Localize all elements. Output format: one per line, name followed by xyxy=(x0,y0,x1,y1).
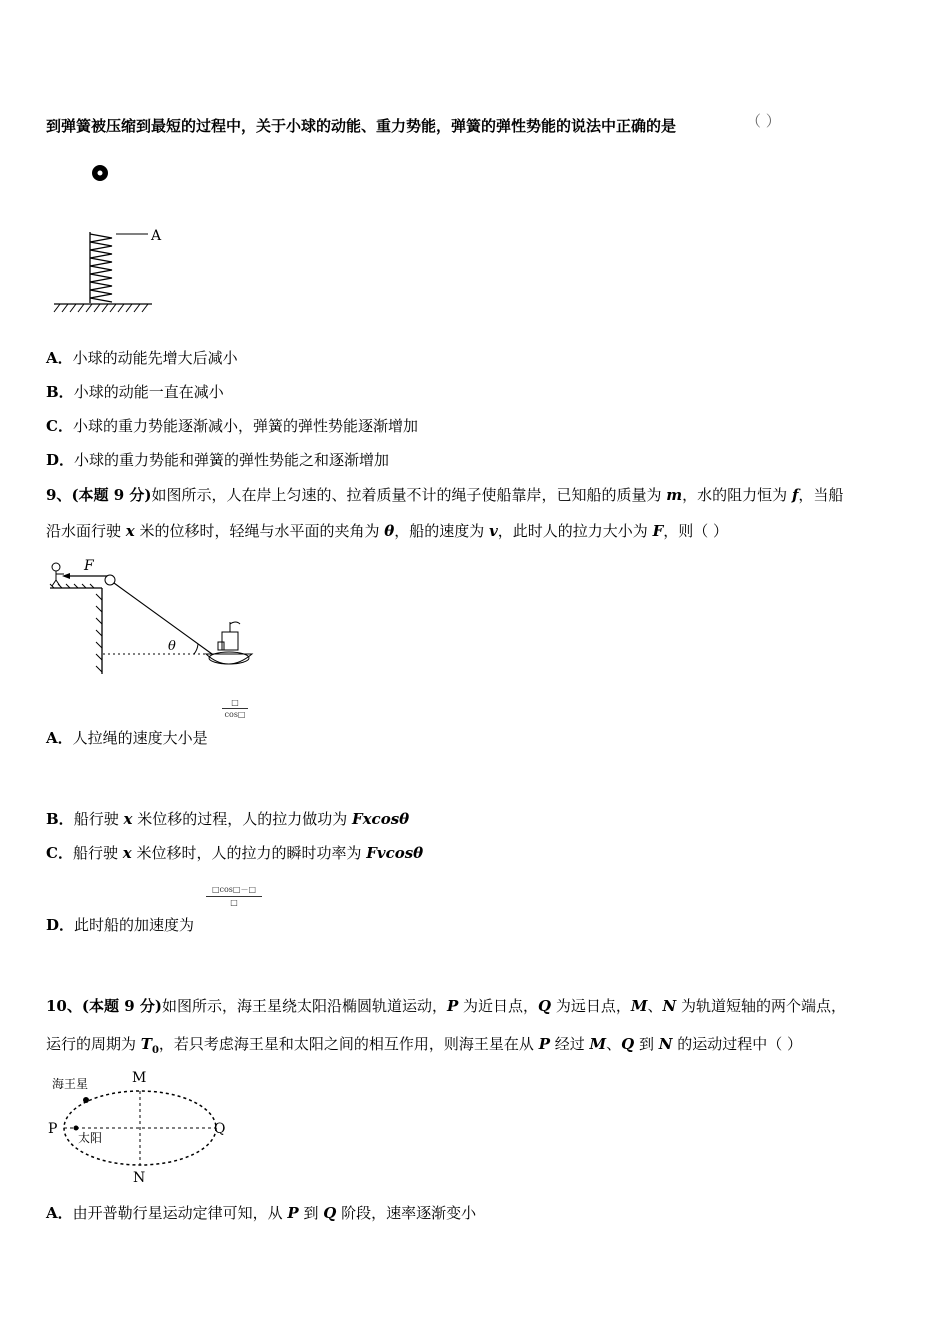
q8-option-b-letter: B． xyxy=(46,383,74,401)
label-N: N xyxy=(133,1170,146,1186)
q10-number: 10、 xyxy=(46,997,82,1015)
var-M: M xyxy=(589,1035,607,1053)
q9-option-d-fraction xyxy=(206,884,262,907)
var-v: v xyxy=(489,522,498,540)
neptune xyxy=(83,1097,89,1103)
q9-text: ，此时人的拉力大小为 xyxy=(497,522,653,540)
q9-option-a-letter: A． xyxy=(46,729,73,747)
label-P: P xyxy=(48,1121,58,1137)
q9-option-c-expr: Fvcosθ xyxy=(366,844,424,862)
var-Q: Q xyxy=(323,1204,337,1222)
q10-text: 到 xyxy=(634,1035,659,1053)
q9-option-a-fraction xyxy=(222,698,248,719)
var-T0-sub: 0 xyxy=(151,1045,159,1056)
q9-option-d-letter: D． xyxy=(46,916,75,934)
pulley xyxy=(105,575,115,585)
q9-option-a-text: 人拉绳的速度大小是 xyxy=(72,729,208,747)
var-F: F xyxy=(652,522,664,540)
var-P: P xyxy=(446,997,459,1015)
var-x: x xyxy=(122,844,132,862)
q9-option-b-text: 船行驶 xyxy=(73,810,124,828)
q10-option-a xyxy=(46,1203,476,1223)
q10-text: 运行的周期为 xyxy=(46,1035,141,1053)
q8-option-b xyxy=(46,382,224,402)
var-theta: θ xyxy=(384,522,395,540)
q9-option-b-letter: B． xyxy=(46,810,74,828)
label-A: A xyxy=(151,228,162,244)
q9-option-d xyxy=(46,915,194,935)
q9-option-d-text: 此时船的加速度为 xyxy=(74,916,195,934)
fraction-numerator: □ xyxy=(231,698,239,707)
var-Q: Q xyxy=(538,997,552,1015)
spring xyxy=(90,234,112,302)
q10-option-a-text: 到 xyxy=(298,1204,324,1222)
q8-option-c xyxy=(46,416,418,436)
q10-text: 为轨道短轴的两个端点， xyxy=(676,997,847,1015)
q9-option-c-text: 米位移时，人的拉力的瞬时功率为 xyxy=(131,844,367,862)
fraction-denominator: cos□ xyxy=(224,710,246,719)
q10-stem-line1 xyxy=(46,996,846,1016)
q10-text: 经过 xyxy=(549,1035,590,1053)
q9-text: ，则（ ） xyxy=(663,522,729,540)
label-sun: 太阳 xyxy=(78,1131,103,1145)
q9-text: 如图所示，人在岸上匀速的、拉着质量不计的绳子使船靠岸，已知船的质量为 xyxy=(151,486,667,504)
q10-text: 如图所示，海王星绕太阳沿椭圆轨道运动， xyxy=(161,997,447,1015)
q8-stem xyxy=(46,116,676,136)
q8-answer-paren: （ ） xyxy=(746,112,781,130)
var-T0: T xyxy=(140,1035,152,1053)
q8-option-d-text: 小球的重力势能和弹簧的弹性势能之和逐渐增加 xyxy=(74,451,390,469)
q9-option-c xyxy=(46,843,423,863)
q9-text: ，当船 xyxy=(798,486,844,504)
q9-text: ，船的速度为 xyxy=(394,522,490,540)
boat xyxy=(206,622,252,664)
q10-option-a-text: 阶段，速率逐渐变小 xyxy=(336,1204,477,1222)
q8-option-c-letter: C． xyxy=(46,417,73,435)
var-m: m xyxy=(666,486,683,504)
q8-option-c-text: 小球的重力势能逐渐减小，弹簧的弹性势能逐渐增加 xyxy=(72,417,418,435)
boat-pull-figure xyxy=(46,558,256,678)
q10-text: 为远日点， xyxy=(551,997,631,1015)
q10-stem-line2 xyxy=(46,1034,802,1061)
q10-option-a-letter: A． xyxy=(46,1204,73,1222)
var-x: x xyxy=(125,522,135,540)
q10-text: ，若只考虑海王星和太阳之间的相互作用，则海王星在从 xyxy=(158,1035,539,1053)
var-f: f xyxy=(791,486,799,504)
var-M: M xyxy=(630,997,648,1015)
q9-stem-line2 xyxy=(46,521,728,541)
q8-option-d xyxy=(46,450,389,470)
q8-option-a-text: 小球的动能先增大后减小 xyxy=(72,349,238,367)
q9-number: 9、 xyxy=(46,486,72,504)
label-Q: Q xyxy=(214,1121,226,1137)
q10-score: (本题 9 分) xyxy=(81,997,162,1015)
orbit-figure xyxy=(46,1066,246,1188)
q10-text: 、 xyxy=(647,997,663,1015)
q9-text: ，水的阻力恒为 xyxy=(682,486,792,504)
q8-option-d-letter: D． xyxy=(46,451,75,469)
rope xyxy=(114,583,212,654)
q9-score: (本题 9 分) xyxy=(71,486,152,504)
q9-option-c-text: 船行驶 xyxy=(72,844,123,862)
label-theta: θ xyxy=(168,639,176,654)
var-x: x xyxy=(123,810,133,828)
q10-text: 的运动过程中（ ） xyxy=(672,1035,803,1053)
q9-option-b-text: 米位移的过程，人的拉力做功为 xyxy=(132,810,352,828)
var-P: P xyxy=(538,1035,550,1053)
q8-option-a-letter: A． xyxy=(46,349,73,367)
q8-stem-text: 到弹簧被压缩到最短的过程中，关于小球的动能、重力势能，弹簧的弹性势能的说法中正确的是 xyxy=(46,117,677,135)
label-M: M xyxy=(132,1070,147,1086)
var-N: N xyxy=(662,997,677,1015)
q9-option-c-letter: C． xyxy=(46,844,73,862)
q9-text: 沿水面行驶 xyxy=(46,522,126,540)
var-N: N xyxy=(658,1035,673,1053)
q9-option-a xyxy=(46,728,208,748)
q9-option-b-expr: Fxcosθ xyxy=(351,810,410,828)
q9-option-b xyxy=(46,809,409,829)
spring-figure xyxy=(46,160,176,320)
fraction-numerator: □cos□－□ xyxy=(211,885,257,894)
fraction-denominator: □ xyxy=(230,898,238,907)
var-P: P xyxy=(287,1204,299,1222)
q10-text: 为近日点， xyxy=(458,997,539,1015)
q9-stem-line1 xyxy=(46,485,843,505)
label-F: F xyxy=(84,558,94,574)
label-neptune: 海王星 xyxy=(52,1077,89,1091)
q9-text: 米的位移时，轻绳与水平面的夹角为 xyxy=(134,522,385,540)
q10-text: 、 xyxy=(606,1035,622,1053)
q8-option-a xyxy=(46,348,238,368)
q10-option-a-text: 由开普勒行星运动定律可知，从 xyxy=(72,1204,288,1222)
var-Q: Q xyxy=(621,1035,635,1053)
q8-option-b-text: 小球的动能一直在减小 xyxy=(73,383,224,401)
sun xyxy=(74,1126,79,1131)
